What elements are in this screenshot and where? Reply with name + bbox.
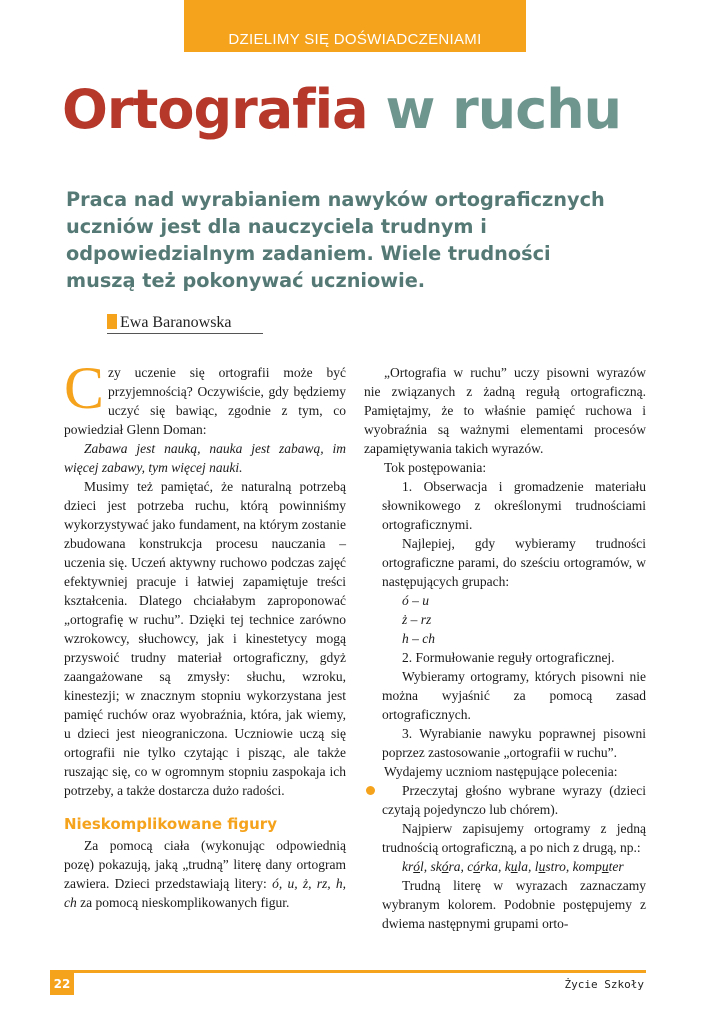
right-intro-paragraph: „Ortografia w ruchu” uczy pisowni wyrazów nie związanych z żadną regułą ortograficzną. Pamiętajmy, że to właśnie pamięć ruchowa i wyobraźnia są ważnymi elementami procesów zapamiętywania takich wyrazów.	[364, 365, 646, 456]
intro-paragraph: Czy uczenie się ortografii może być przyjemnością? Oczywiście, gdy będziemy uczyć się bawiąc, zgodnie z tym, co powiedział Glenn Doman:	[64, 355, 346, 437]
body-paragraph: Musimy też pamiętać, że naturalną potrzebą dzieci jest potrzeba ruchu, którą powinniśmy wykorzystywać jako fundament, na którym zostanie zbudowana konstrukcja procesu nauczania – uczenia się. Uczeń aktywny ruchowo podczas zajęć efektywniej pracuje i łatwiej zapamiętuje treści kształcenia. Dlatego chciałabym zaproponować „ortografię w ruchu”. Dzięki tej technice zarówno wzrokowcy, słuchowcy, jak i kinestetycy mogą przyswoić trudny materiał ortograficzny, gdyż zaangażowane są zmysły: słuchu, wzroku, kinestezji; w znacznym stopniu wykorzystana jest pamięć ruchów oraz wyobraźnia, która, jak wiemy, u dzieci jest nieograniczona. Uczniowie uczą się ortografii nie tylko czytając i pisząc, ale także ruszając się, co w ogromnym stopniu zaspokaja ich potrzeby, a także dostarcza dużo radości.	[64, 479, 346, 798]
page-number: 22	[50, 973, 74, 995]
list-item-detail: Najlepiej, gdy wybieramy trudności ortograficzne parami, do sześciu ortogramów, w następujących grupach:	[382, 536, 646, 589]
article-lead: Praca nad wyrabianiem nawyków ortograficznych uczniów jest dla nauczyciela trudnym i odpowiedzialnym zadaniem. Wiele trudności muszą też pokonywać uczniowie.	[66, 188, 605, 292]
letter-pair: ż – rz	[402, 612, 432, 627]
drop-cap: C	[64, 355, 105, 421]
example-words: król, skóra, córka, kula, lustro, komputer	[402, 859, 624, 874]
magazine-name: Życie Szkoły	[564, 978, 644, 991]
title-part-ortografia: Ortografia	[62, 78, 368, 141]
footer-rule	[50, 970, 646, 973]
author-name: Ewa Baranowska	[120, 314, 232, 331]
article-title	[62, 80, 621, 139]
instructions-paragraph: Wydajemy uczniom następujące polecenia:	[384, 764, 618, 779]
left-column	[64, 355, 346, 912]
letter-pair: ó – u	[402, 593, 429, 608]
section-label: DZIELIMY SIĘ DOŚWIADCZENIAMI	[228, 31, 482, 48]
list-item: 1. Obserwacja i gromadzenie materiału słownikowego z określonymi trudnościami ortograficznymi.	[382, 479, 647, 532]
letter-pair: h – ch	[402, 631, 435, 646]
subheading: Nieskomplikowane figury	[64, 815, 277, 833]
bullet-item: Przeczytaj głośno wybrane wyrazy (dzieci czytają pojedynczo lub chórem).	[364, 781, 646, 819]
author-byline	[107, 313, 263, 334]
bullet-detail: Najpierw zapisujemy ortogramy z jedną trudnością ortograficzną, a po nich z drugą, np.:	[382, 821, 646, 855]
author-marker-icon	[107, 314, 117, 329]
figures-paragraph: Za pomocą ciała (wykonując odpowiednią pozę) pokazują, jaką „trudną” literę dany ortogram zawiera. Dzieci przedstawiają litery: ó, u, ż, rz, h, ch za pomocą nieskomplikowanych figur.	[64, 838, 346, 910]
right-column	[364, 363, 646, 933]
section-banner	[184, 0, 526, 52]
list-item-detail: Wybieramy ortogramy, których pisowni nie można wyjaśnić za pomocą zasad ortograficznych.	[382, 669, 646, 722]
list-item: 3. Wyrabianie nawyku poprawnej pisowni poprzez zastosowanie „ortografii w ruchu”.	[382, 726, 646, 760]
list-item: 2. Formułowanie reguły ortograficznej.	[402, 650, 615, 665]
closing-paragraph: Trudną literę w wyrazach zaznaczamy wybranym kolorem. Podobnie postępujemy z dwiema następnymi grupami orto-	[382, 878, 646, 931]
bullet-dot-icon	[366, 786, 375, 795]
quote-paragraph: Zabawa jest nauką, nauka jest zabawą, im więcej zabawy, tym więcej nauki.	[64, 441, 346, 475]
procedure-heading: Tok postępowania:	[384, 460, 487, 475]
title-part-w-ruchu: w ruchu	[385, 78, 622, 141]
